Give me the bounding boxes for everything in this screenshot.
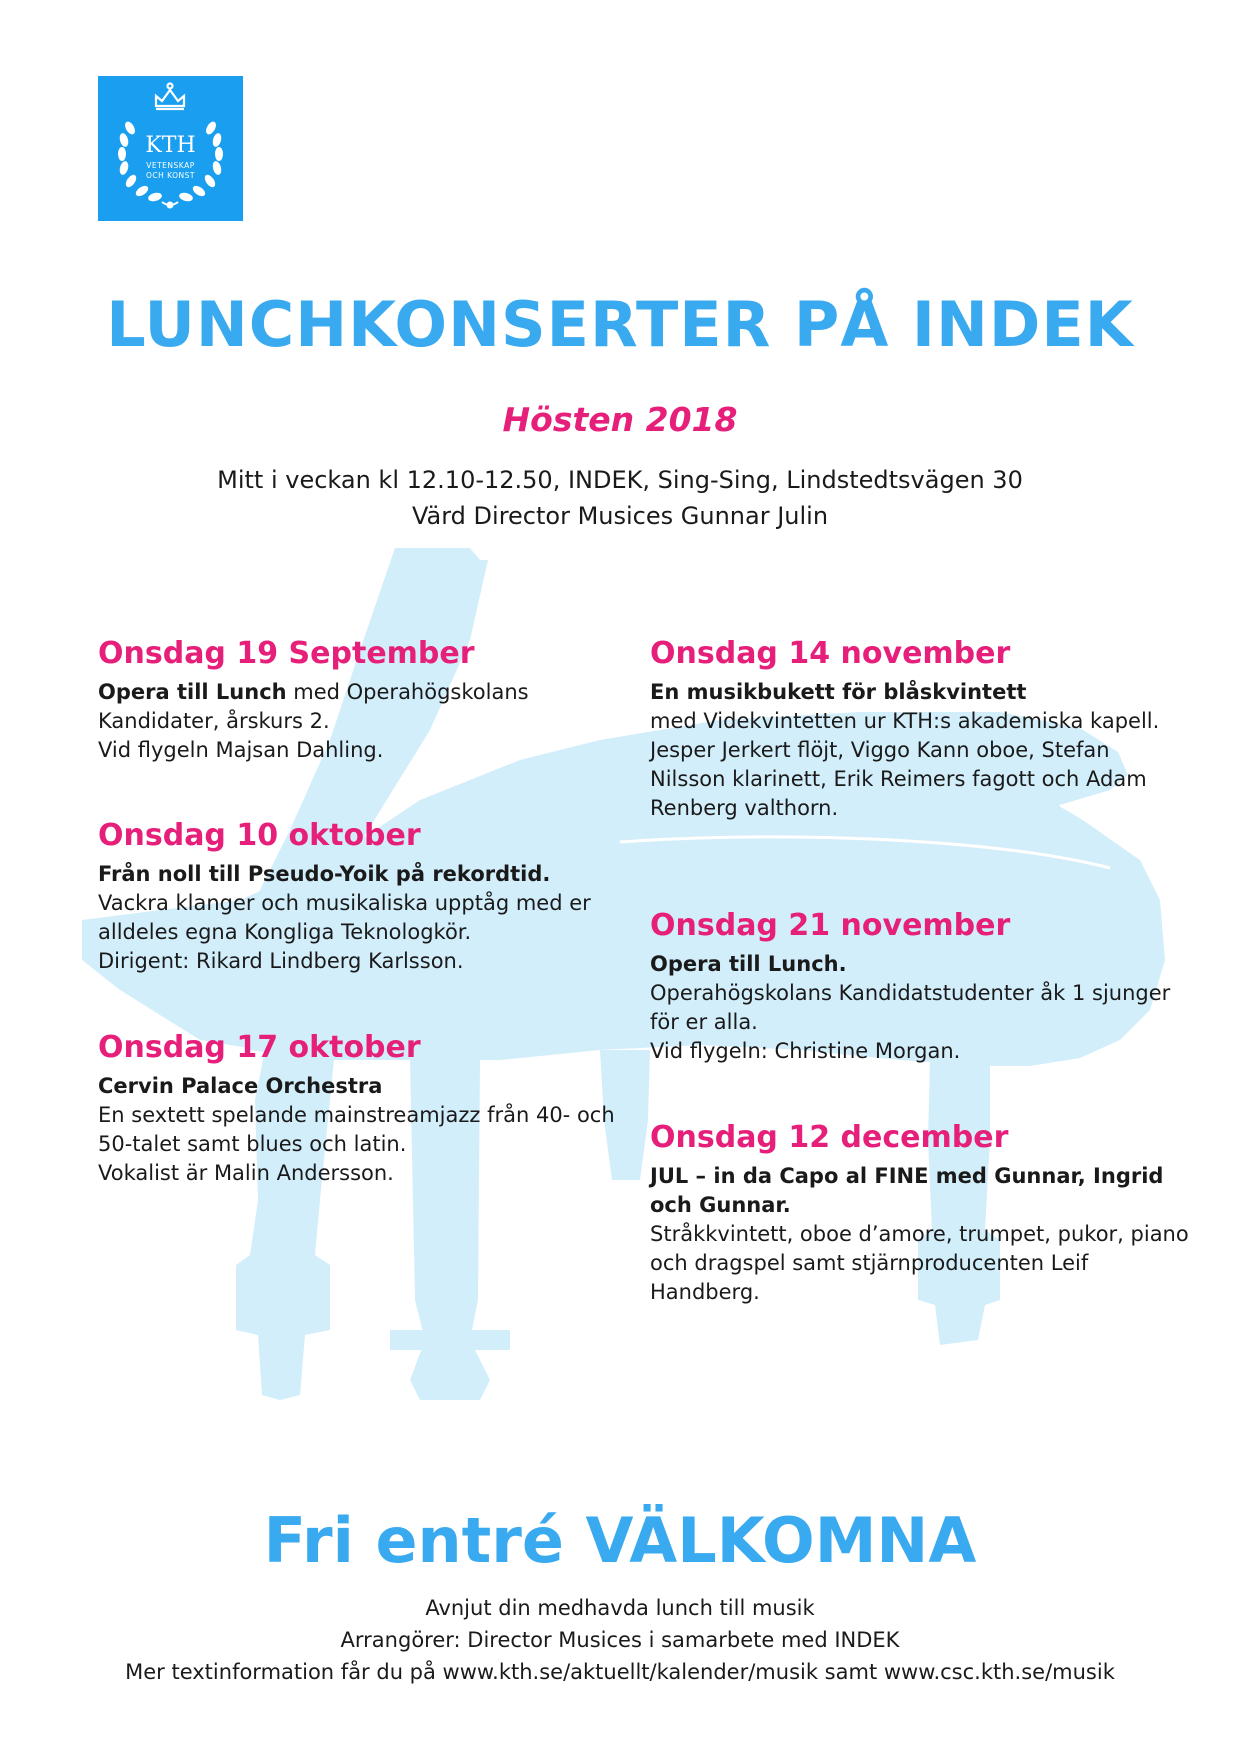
logo-line-2: OCH KONST: [145, 171, 196, 180]
event-description: [98, 678, 618, 765]
event-description: [650, 950, 1190, 1066]
event-title: Opera till Lunch.: [650, 952, 847, 976]
kth-emblem-icon: [98, 76, 243, 221]
event-date: Onsdag 12 december: [650, 1120, 1009, 1155]
event-extra: Vokalist är Malin Andersson.: [98, 1161, 394, 1185]
event-title: Opera till Lunch: [98, 680, 287, 704]
event-text: En sextett spelande mainstreamjazz från 40- och 50-talet samt blues och latin.: [98, 1103, 615, 1156]
event-date: Onsdag 14 november: [650, 636, 1011, 671]
event-description: [650, 1162, 1190, 1307]
event-19-september: [98, 636, 618, 765]
event-date: Onsdag 10 oktober: [98, 818, 421, 853]
event-10-oktober: [98, 818, 618, 976]
event-date: Onsdag 17 oktober: [98, 1030, 421, 1065]
page-title: LUNCHKONSERTER PÅ INDEK: [106, 288, 1134, 361]
logo-line-1: VETENSKAP: [146, 161, 195, 170]
event-description: [98, 860, 618, 976]
event-21-november: [650, 908, 1190, 1066]
event-text: Stråkkvintett, oboe d’amore, trumpet, pukor, piano och dragspel samt stjärnproducenten Leif Handberg.: [650, 1222, 1189, 1304]
footer-lunch-note: Avnjut din medhavda lunch till musik: [425, 1596, 815, 1620]
event-text: Operahögskolans Kandidatstudenter åk 1 sjunger för er alla.: [650, 981, 1171, 1034]
footer-more-info: Mer textinformation får du på www.kth.se/aktuellt/kalender/musik samt www.csc.kth.se/musik: [125, 1660, 1115, 1684]
footer-organizers: Arrangörer: Director Musices i samarbete med INDEK: [340, 1628, 900, 1652]
logo-text: KTH: [145, 133, 196, 158]
event-extra: Vid flygeln Majsan Dahling.: [98, 738, 384, 762]
kth-logo: [98, 76, 243, 221]
event-extra: Jesper Jerkert flöjt, Viggo Kann oboe, Stefan Nilsson klarinett, Erik Reimers fagott och Adam Renberg valthorn.: [650, 738, 1147, 820]
event-description: [650, 678, 1190, 823]
event-date: Onsdag 21 november: [650, 908, 1011, 943]
event-extra: Vid flygeln: Christine Morgan.: [650, 1039, 961, 1063]
event-text: Vackra klanger och musikaliska upptåg med er alldeles egna Kongliga Teknologkör.: [98, 891, 591, 944]
event-extra: Dirigent: Rikard Lindberg Karlsson.: [98, 949, 464, 973]
event-description: [98, 1072, 618, 1188]
event-title: JUL – in da Capo al FINE med Gunnar, Ingrid och Gunnar.: [650, 1164, 1164, 1217]
event-date: Onsdag 19 September: [98, 636, 475, 671]
event-title: Cervin Palace Orchestra: [98, 1074, 383, 1098]
event-12-december: [650, 1120, 1190, 1307]
event-17-oktober: [98, 1030, 618, 1188]
event-title: En musikbukett för blåskvintett: [650, 680, 1027, 704]
event-14-november: [650, 636, 1190, 823]
event-text: med Videkvintetten ur KTH:s akademiska kapell.: [650, 709, 1160, 733]
season-subtitle: Hösten 2018: [502, 400, 738, 439]
event-title: Från noll till Pseudo-Yoik på rekordtid.: [98, 862, 551, 886]
host-info: Värd Director Musices Gunnar Julin: [411, 502, 829, 530]
welcome-heading: Fri entré VÄLKOMNA: [263, 1504, 977, 1577]
schedule-info: Mitt i veckan kl 12.10-12.50, INDEK, Sing-Sing, Lindstedtsvägen 30: [217, 466, 1023, 494]
event-text: med Operahögskolans Kandidater, årskurs 2.: [98, 680, 529, 733]
